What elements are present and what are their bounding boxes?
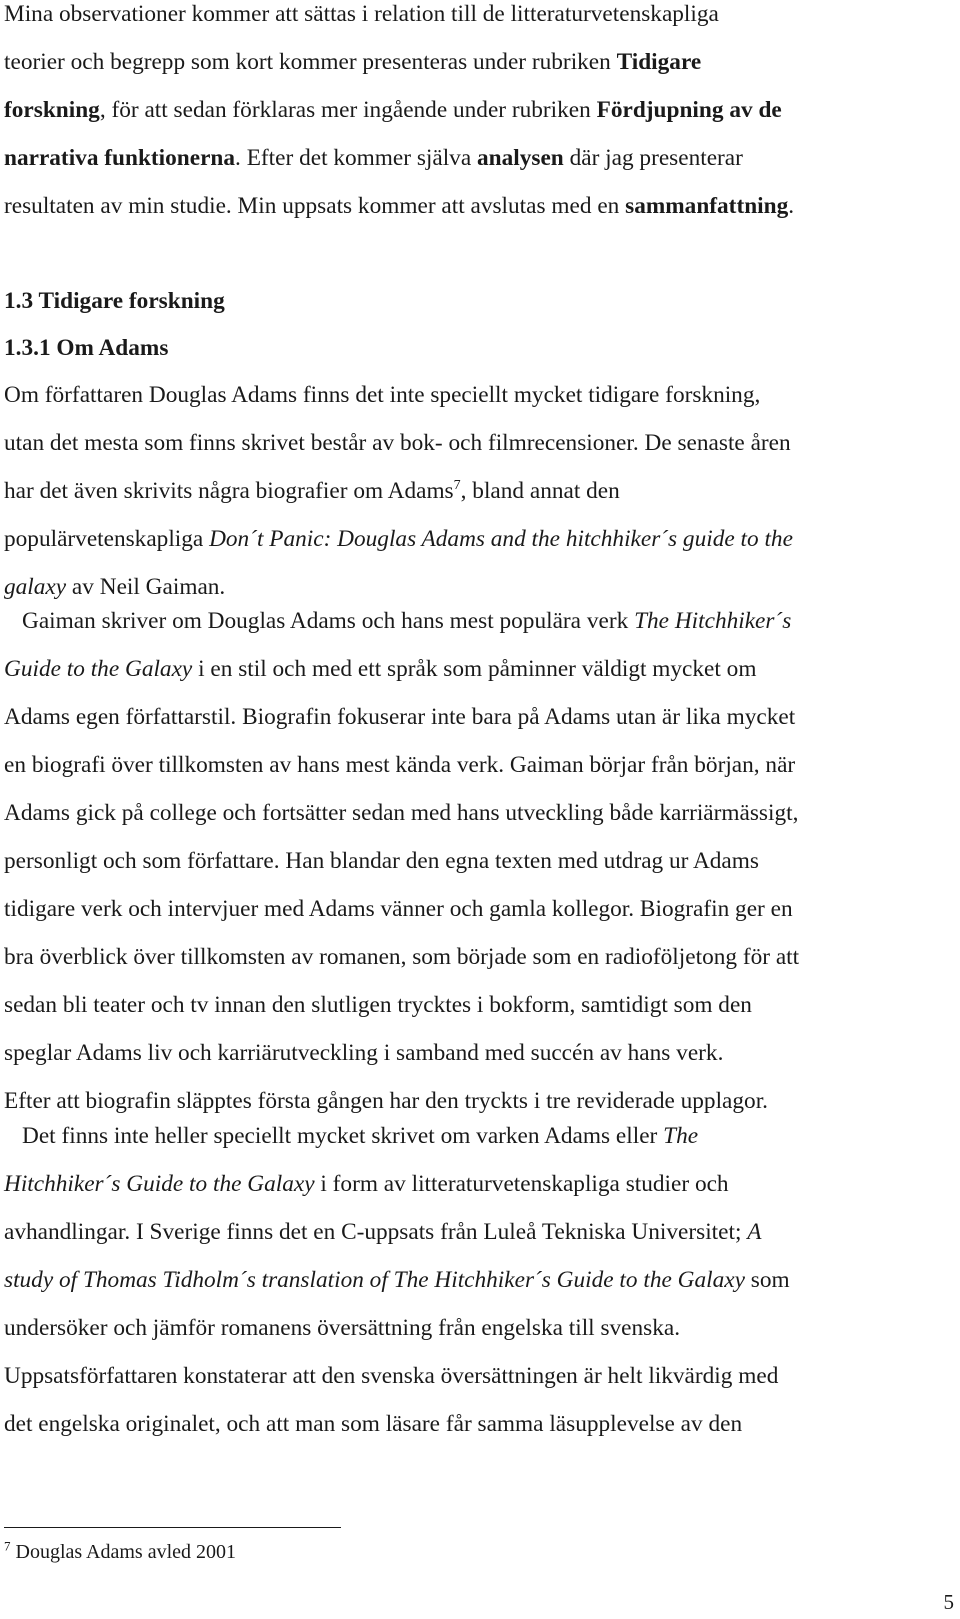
footnote-divider xyxy=(4,1527,341,1528)
paragraph-about-adams xyxy=(4,371,793,611)
intro-line xyxy=(4,134,794,182)
thesis-title: A xyxy=(747,1219,762,1245)
page-number: 5 xyxy=(943,1590,954,1614)
paragraph-line xyxy=(4,1352,790,1400)
bold-term: sammanfattning xyxy=(625,193,789,219)
paragraph-line xyxy=(4,1208,790,1256)
paragraph-line xyxy=(4,419,793,467)
text: tidigare verk och intervjuer med Adams vänner och gamla kollegor. Biografin ger en xyxy=(4,896,793,922)
text: utan det mesta som finns skrivet består av bok- och filmrecensioner. De senaste åren xyxy=(4,430,791,456)
intro-line xyxy=(4,0,794,38)
text: av Neil Gaiman. xyxy=(66,574,226,600)
book-title: Guide to the Galaxy xyxy=(4,656,193,682)
paragraph-line xyxy=(4,515,793,563)
paragraph-line xyxy=(4,1029,799,1077)
text: det engelska originalet, och att man som läsare får samma läsupplevelse av den xyxy=(4,1411,743,1437)
paragraph-line xyxy=(4,885,799,933)
text: där jag presenterar xyxy=(563,145,743,171)
paragraph-line xyxy=(4,371,793,419)
paragraph-line xyxy=(4,645,799,693)
text: som xyxy=(744,1267,790,1293)
text: . xyxy=(788,193,795,219)
book-title: Don´t Panic: Douglas Adams and the hitchhiker´s guide to the xyxy=(209,526,793,552)
subsection-heading: 1.3.1 Om Adams xyxy=(4,335,169,361)
text: Mina observationer kommer att sättas i relation till de litteraturvetenskapliga xyxy=(4,1,719,27)
text: personligt och som författare. Han blandar den egna texten med utdrag ur Adams xyxy=(4,848,759,874)
text: har det även skrivits några biografier om Adams xyxy=(4,478,454,504)
bold-term: analysen xyxy=(477,145,564,171)
bold-term: Tidigare xyxy=(616,49,702,75)
paragraph-line xyxy=(4,981,799,1029)
paragraph-line xyxy=(4,467,793,515)
text: Adams gick på college och fortsätter sedan med hans utveckling både karriärmässigt, xyxy=(4,800,799,826)
bold-term: forskning xyxy=(4,97,100,123)
book-title: Hitchhiker´s Guide to the Galaxy xyxy=(4,1171,315,1197)
text: Gaiman skriver om Douglas Adams och hans mest populära verk xyxy=(22,608,635,634)
paragraph-line xyxy=(4,1256,790,1304)
text: . Efter det kommer själva xyxy=(235,145,477,171)
paragraph-line xyxy=(4,933,799,981)
text: en biografi över tillkomsten av hans mest kända verk. Gaiman börjar från början, när xyxy=(4,752,796,778)
book-title: The xyxy=(663,1123,699,1149)
text: Det finns inte heller speciellt mycket skrivet om varken Adams eller xyxy=(22,1123,664,1149)
text: , bland annat den xyxy=(460,478,620,504)
paragraph-line xyxy=(4,741,799,789)
text: bra överblick över tillkomsten av romanen, som började som en radioföljetong för att xyxy=(4,944,800,970)
text: Uppsatsförfattaren konstaterar att den svenska översättningen är helt likvärdig med xyxy=(4,1363,779,1389)
text: resultaten av min studie. Min uppsats kommer att avslutas med en xyxy=(4,193,626,219)
paragraph-line xyxy=(4,693,799,741)
text: teorier och begrepp som kort kommer presenteras under rubriken xyxy=(4,49,617,75)
section-heading: 1.3 Tidigare forskning xyxy=(4,288,225,314)
footnote-reference: 7 xyxy=(453,478,461,494)
bold-term: narrativa funktionerna xyxy=(4,145,236,171)
text: Adams egen författarstil. Biografin fokuserar inte bara på Adams utan är lika mycket xyxy=(4,704,796,730)
footnote-text: Douglas Adams avled 2001 xyxy=(10,1541,237,1563)
intro-line xyxy=(4,182,794,230)
text: avhandlingar. I Sverige finns det en C-uppsats från Luleå Tekniska Universitet; xyxy=(4,1219,748,1245)
paragraph-line xyxy=(4,1304,790,1352)
text: i en stil och med ett språk som påminner väldigt mycket om xyxy=(192,656,757,682)
text: Om författaren Douglas Adams finns det inte speciellt mycket tidigare forskning, xyxy=(4,382,761,408)
book-title: The Hitchhiker´s xyxy=(634,608,792,634)
footnote xyxy=(4,1538,236,1566)
intro-paragraph xyxy=(4,0,794,230)
bold-term: Fördjupning av de xyxy=(596,97,782,123)
paragraph-research xyxy=(4,1112,790,1448)
text: populärvetenskapliga xyxy=(4,526,210,552)
footnote-number: 7 xyxy=(4,1538,11,1554)
thesis-title: study of Thomas Tidholm´s translation of The Hitchhiker´s Guide to the Galaxy xyxy=(4,1267,745,1293)
paragraph-line xyxy=(4,789,799,837)
text: undersöker och jämför romanens översättning från engelska till svenska. xyxy=(4,1315,681,1341)
text: i form av litteraturvetenskapliga studier och xyxy=(314,1171,729,1197)
paragraph-line xyxy=(4,1160,790,1208)
paragraph-line xyxy=(4,597,799,645)
intro-line xyxy=(4,38,794,86)
book-title: galaxy xyxy=(4,574,67,600)
intro-line xyxy=(4,86,794,134)
paragraph-line xyxy=(4,1112,790,1160)
paragraph-gaiman xyxy=(4,597,799,1125)
text: sedan bli teater och tv innan den slutligen trycktes i bokform, samtidigt som den xyxy=(4,992,752,1018)
text: , för att sedan förklaras mer ingående under rubriken xyxy=(99,97,597,123)
paragraph-line xyxy=(4,837,799,885)
text: Efter att biografin släpptes första gången har den tryckts i tre reviderade upplagor. xyxy=(4,1088,768,1114)
paragraph-line xyxy=(4,1400,790,1448)
text: speglar Adams liv och karriärutveckling i samband med succén av hans verk. xyxy=(4,1040,724,1066)
